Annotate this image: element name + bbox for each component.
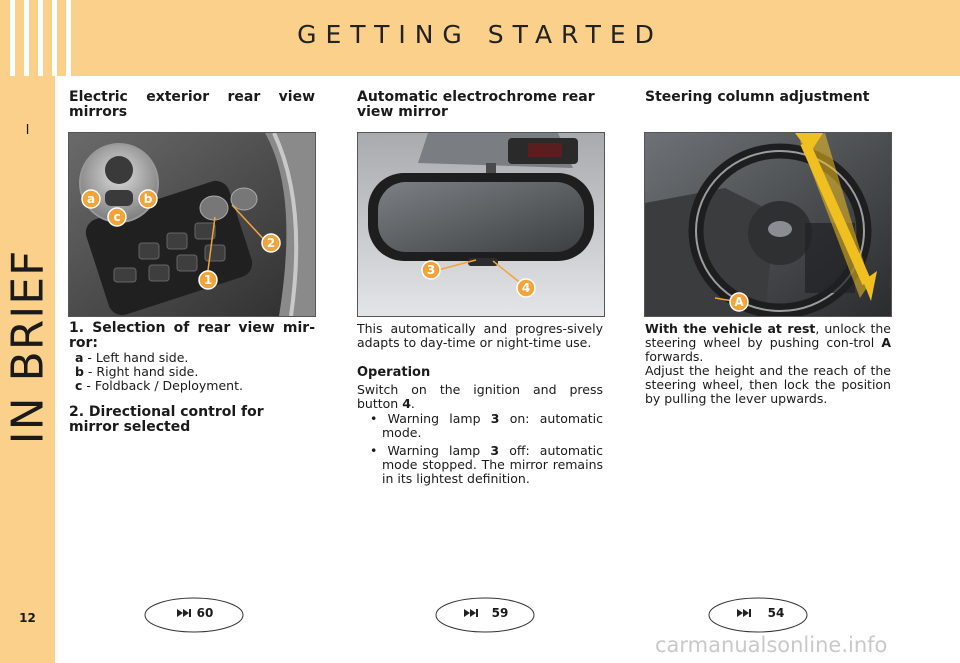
steering-column-photo bbox=[644, 132, 892, 317]
operation-bullets bbox=[370, 408, 603, 486]
mirror-controls-photo bbox=[68, 132, 316, 317]
callout-A: A bbox=[734, 295, 744, 309]
bullet-lamp-off: • Warning lamp 3 off: automatic mode stopped. The mirror remains in its lightest definition. bbox=[370, 443, 603, 486]
col3-heading: Steering column adjustment bbox=[645, 89, 870, 105]
ref-link-page-60[interactable]: 60 bbox=[143, 595, 245, 635]
col1-item2-heading: 2. Directional control for mirror selected bbox=[69, 404, 264, 435]
bullet-lamp-on: • Warning lamp 3 on: automatic mode. bbox=[370, 411, 603, 440]
col1-subitems bbox=[69, 351, 315, 393]
col2-heading: Automatic electrochrome rear view mirror bbox=[357, 89, 595, 120]
col2-intro: This automatically and progres-sively adapts to day-time or night-time use. bbox=[357, 321, 603, 350]
callout-b: b bbox=[143, 192, 153, 206]
col3-paragraph-2: Adjust the height and the reach of the steering wheel, then lock the position by pulling the lever upwards. bbox=[645, 363, 891, 406]
rear-view-mirror-photo bbox=[357, 132, 605, 317]
subitem-a: a - Left hand side. bbox=[75, 350, 189, 365]
callout-4: 4 bbox=[521, 281, 531, 295]
col1-item1-heading: 1. Selection of rear view mir-ror: bbox=[69, 320, 315, 351]
callout-a: a bbox=[86, 192, 96, 206]
col1-heading: Electric exterior rear view mirrors bbox=[69, 89, 315, 120]
ref-link-page-54[interactable]: 54 bbox=[707, 595, 809, 635]
vertical-section-label: IN BRIEF bbox=[2, 249, 54, 445]
ref-link-page-59[interactable]: 59 bbox=[434, 595, 536, 635]
operation-text: Switch on the ignition and press button 4. bbox=[357, 382, 603, 411]
callout-c: c bbox=[113, 210, 121, 224]
subitem-c: c - Foldback / Deployment. bbox=[75, 378, 243, 393]
page-number: 12 bbox=[19, 611, 36, 625]
side-marker: I bbox=[25, 123, 30, 138]
page-title: GETTING STARTED bbox=[297, 20, 663, 49]
callout-3: 3 bbox=[426, 263, 436, 277]
operation-heading: Operation bbox=[357, 365, 431, 380]
callout-1: 1 bbox=[203, 273, 213, 287]
col3-paragraph-1: With the vehicle at rest, unlock the steering wheel by pushing con-trol A forwards. bbox=[645, 321, 891, 364]
watermark: carmanualsonline.info bbox=[655, 633, 888, 657]
subitem-b: b - Right hand side. bbox=[75, 364, 199, 379]
callout-2: 2 bbox=[266, 236, 276, 250]
